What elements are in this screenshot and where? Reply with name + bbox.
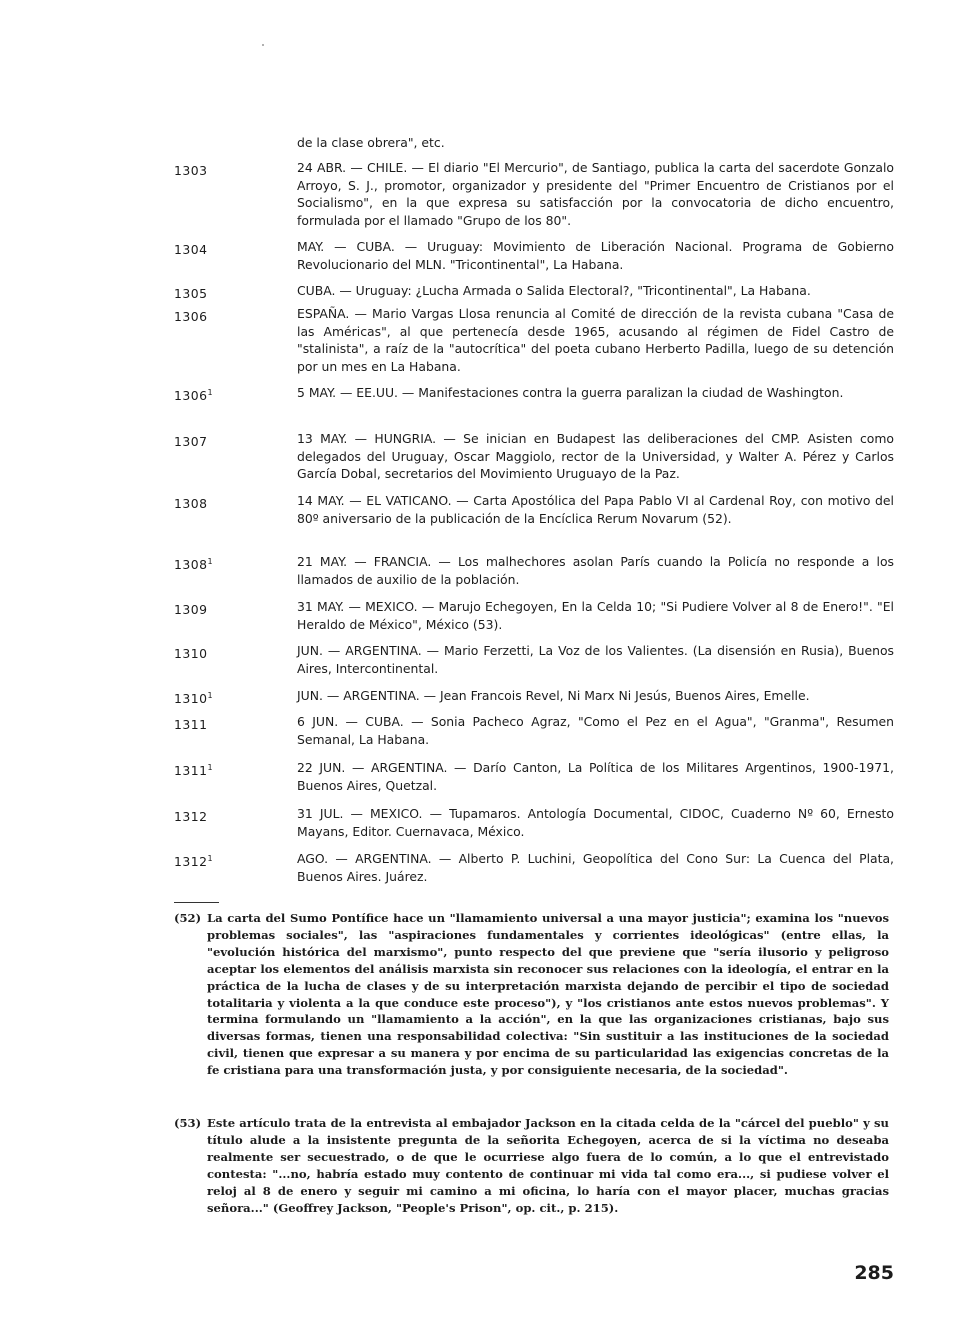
entry-text: 31 MAY. — MEXICO. — Marujo Echegoyen, En la Celda 10; "Si Pudiere Volver al 8 de Enero!". "El Heraldo de México", México (53). xyxy=(297,599,894,632)
entry-text: 14 MAY. — EL VATICANO. — Carta Apostólica del Papa Pablo VI al Cardenal Roy, con motivo del 80º aniversario de la publicación de la Encíclica Rerum Novarum (52). xyxy=(297,493,894,526)
entry-number: 1311$^1$ xyxy=(174,763,214,778)
entry-text: AGO. — ARGENTINA. — Alberto P. Luchini, Geopolítica del Cono Sur: La Cuenca del Plata, Buenos Aires. Juárez. xyxy=(297,851,894,884)
entry-text: 5 MAY. — EE.UU. — Manifestaciones contra la guerra paralizan la ciudad de Washington. xyxy=(297,385,844,400)
page-number: 285 xyxy=(854,1262,894,1284)
entry-text: ESPAÑA. — Mario Vargas Llosa renuncia al Comité de dirección de la revista cubana "Casa de las Américas", al que pertenecía desde 1965, acusando al régimen de Fidel Castro de "stalinista", a raíz de la "autocrítica" del poeta cubano Herberto Padilla, luego de su detención por un mes en La Habana. xyxy=(297,306,894,374)
footnote-text: Este artículo trata de la entrevista al embajador Jackson en la citada celda de la "cárcel del pueblo" y su título alude a la insistente pregunta de la señorita Echegoyen, acerca de si la víctima no deseaba realmente ser secuestrado, o de que le ocurriese algo fuera de lo común, a lo que el entrevistado contesta: "...no, habría estado muy contento de continuar mi vida tal como era..., si pudiese volver el reloj al 8 de enero y seguir mi camino a mi oficina, lo haría con el mayor placer, muchas gracias señora..." (Geoffrey Jackson, "People's Prison", op. cit., p. 215). xyxy=(207,1116,889,1215)
entry-text: JUN. — ARGENTINA. — Jean Francois Revel, Ni Marx Ni Jesús, Buenos Aires, Emelle. xyxy=(297,688,810,703)
entry-number: 1307 xyxy=(174,434,208,449)
entry-number: 1303 xyxy=(174,163,208,178)
entry-text: 24 ABR. — CHILE. — El diario "El Mercurio", de Santiago, publica la carta del sacerdote Gonzalo Arroyo, S. J., promotor, organizador y presidente del "Primer Encuentro de Cristianos por el Socialismo", en la que expresa su satisfacción por la convocatoria de dicho encuentro, formulada por el llamado "Grupo de los 80". xyxy=(297,160,894,228)
entry-number: 1310$^1$ xyxy=(174,691,214,706)
entry-number: 1312 xyxy=(174,809,208,824)
entry-number: 1309 xyxy=(174,602,208,617)
entry-number: 1306$^1$ xyxy=(174,388,214,403)
entry-number: 1306 xyxy=(174,309,208,324)
entry-number: 1312$^1$ xyxy=(174,854,214,869)
entry-text: JUN. — ARGENTINA. — Mario Ferzetti, La Voz de los Valientes. (La disensión en Rusia), Buenos Aires, Intercontinental. xyxy=(297,643,894,676)
entry-text: 6 JUN. — CUBA. — Sonia Pacheco Agraz, "Como el Pez en el Agua", "Granma", Resumen Semanal, La Habana. xyxy=(297,714,894,747)
footnote-number: (53) xyxy=(174,1116,202,1130)
entry-number: 1308 xyxy=(174,496,208,511)
entry-text: CUBA. — Uruguay: ¿Lucha Armada o Salida Electoral?, "Tricontinental", La Habana. xyxy=(297,283,811,298)
entry-number: 1308$^1$ xyxy=(174,557,214,572)
entry-text: 31 JUL. — MEXICO. — Tupamaros. Antología Documental, CIDOC, Cuaderno Nº 60, Ernesto Mayans, Editor. Cuernavaca, México. xyxy=(297,806,894,839)
footnote-number: (52) xyxy=(174,911,202,925)
footnote-separator xyxy=(174,902,219,903)
entry-number: 1311 xyxy=(174,717,208,732)
entry-text: 22 JUN. — ARGENTINA. — Darío Canton, La Política de los Militares Argentinos, 1900-1971, Buenos Aires, Quetzal. xyxy=(297,760,894,793)
continuation-text: de la clase obrera", etc. xyxy=(297,135,445,150)
entry-number: 1304 xyxy=(174,242,208,257)
entry-number: 1305 xyxy=(174,286,208,301)
entry-text: 21 MAY. — FRANCIA. — Los malhechores asolan París cuando la Policía no responde a los llamados de auxilio de la población. xyxy=(297,554,894,587)
footnote-text: La carta del Sumo Pontífice hace un "llamamiento universal a una mayor justicia"; examina los "nuevos problemas sociales", las "aspiraciones fundamentales y corrientes ideológicas" (entre ellas, la "evolución histórica del marxismo", punto respecto del que previene que "sería ilusorio y peligroso aceptar los elementos del análisis marxista sin reconocer sus relaciones con la ideología, el entrar en la práctica de la lucha de clases y de su interpretación marxista dejando de percibir el tipo de sociedad totalitaria y violenta a la que conduce este proceso"), y "los cristianos ante estos nuevos problemas". Y termina formulando un "llamamiento a la acción", en la que las organizaciones cristianas, bajo sus diversas formas, tienen una responsabilidad colectiva: "Sin sustituir a las instituciones de la sociedad civil, tienen que expresar a su manera y por encima de su particularidad las exigencias concretas de la fe cristiana para una transformación justa, y por consiguiente necesaria, de la sociedad". xyxy=(207,911,889,1078)
scan-speck xyxy=(262,44,264,46)
entry-text: MAY. — CUBA. — Uruguay: Movimiento de Liberación Nacional. Programa de Gobierno Revolucionario del MLN. "Tricontinental", La Habana. xyxy=(297,239,894,272)
entry-text: 13 MAY. — HUNGRIA. — Se inician en Budapest las deliberaciones del CMP. Asisten como delegados del Uruguay, Oscar Maggiolo, rector de la Universidad, y Walter A. Pérez y Carlos García Dobal, secretarios del Movimiento Uruguayo de la Paz. xyxy=(297,431,894,482)
entry-number: 1310 xyxy=(174,646,208,661)
